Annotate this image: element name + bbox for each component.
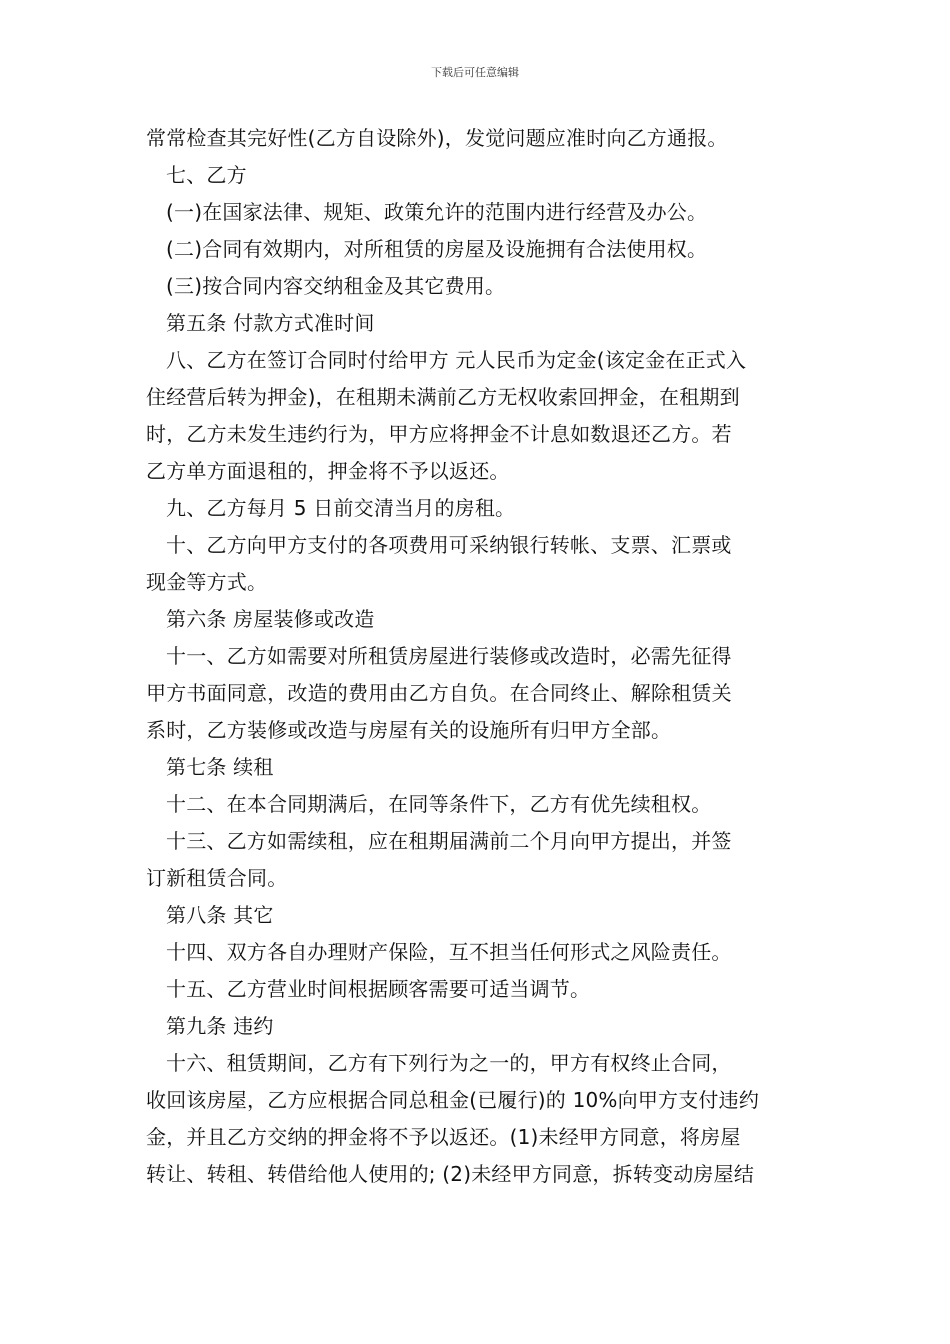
text-line: (一)在国家法律、规矩、政策允许的范围内进行经营及办公。 <box>166 200 708 224</box>
text-line: 常常检查其完好性(乙方自设除外)，发觉问题应准时向乙方通报。 <box>146 126 728 150</box>
text-line: (三)按合同内容交纳租金及其它费用。 <box>166 274 506 298</box>
text-line: 十五、乙方营业时间根据顾客需要可适当调节。 <box>166 977 591 1001</box>
text-line: 九、乙方每月 5 日前交清当月的房租。 <box>166 496 516 520</box>
text-line: 七、乙方 <box>166 163 247 187</box>
text-line: 第六条 房屋装修或改造 <box>166 607 375 631</box>
text-line: 金，并且乙方交纳的押金将不予以返还。(1)未经甲方同意，将房屋 <box>146 1125 741 1149</box>
text-line: 系时，乙方装修或改造与房屋有关的设施所有归甲方全部。 <box>146 718 672 742</box>
text-line: 第八条 其它 <box>166 903 274 927</box>
text-line: 十四、双方各自办理财产保险，互不担当任何形式之风险责任。 <box>166 940 732 964</box>
text-line: 十三、乙方如需续租，应在租期届满前二个月向甲方提出，并签 <box>166 829 732 853</box>
text-line: (二)合同有效期内，对所租赁的房屋及设施拥有合法使用权。 <box>166 237 708 261</box>
text-line: 转让、转租、转借给他人使用的; (2)未经甲方同意，拆转变动房屋结 <box>146 1162 755 1186</box>
text-line: 十二、在本合同期满后，在同等条件下，乙方有优先续租权。 <box>166 792 712 816</box>
text-line: 收回该房屋，乙方应根据合同总租金(已履行)的 10%向甲方支付违约 <box>146 1088 760 1112</box>
text-line: 时，乙方未发生违约行为，甲方应将押金不计息如数退还乙方。若 <box>146 422 732 446</box>
text-line: 第九条 违约 <box>166 1014 274 1038</box>
text-line: 现金等方式。 <box>146 570 268 594</box>
text-line: 十、乙方向甲方支付的各项费用可采纳银行转帐、支票、汇票或 <box>166 533 732 557</box>
page-header: 下载后可任意编辑 <box>431 66 519 79</box>
text-line: 八、乙方在签订合同时付给甲方 元人民币为定金(该定金在正式入 <box>166 348 747 372</box>
text-line: 第七条 续租 <box>166 755 274 779</box>
text-line: 乙方单方面退租的，押金将不予以返还。 <box>146 459 510 483</box>
text-line: 十一、乙方如需要对所租赁房屋进行装修或改造时，必需先征得 <box>166 644 732 668</box>
text-line: 第五条 付款方式准时间 <box>166 311 375 335</box>
text-line: 十六、租赁期间，乙方有下列行为之一的，甲方有权终止合同， <box>166 1051 732 1075</box>
document-body <box>146 120 811 1193</box>
text-line: 订新租赁合同。 <box>146 866 288 890</box>
text-line: 住经营后转为押金)，在租期未满前乙方无权收索回押金，在租期到 <box>146 385 740 409</box>
text-line: 甲方书面同意，改造的费用由乙方自负。在合同终止、解除租赁关 <box>146 681 732 705</box>
